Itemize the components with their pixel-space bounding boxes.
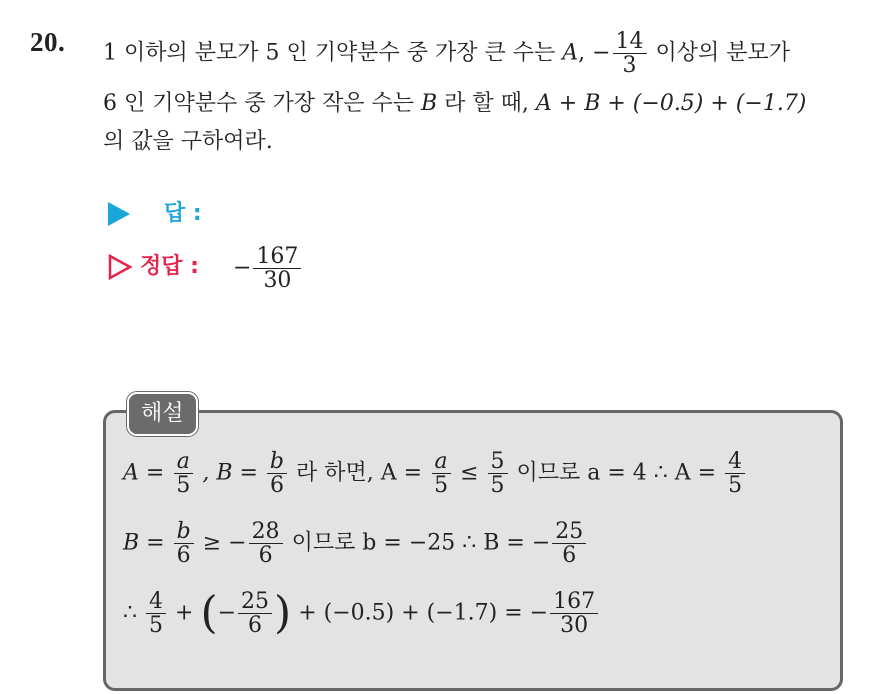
solution-text: 이므로 b = −25 ∴ B = − [291,530,551,556]
question-line-3: 의 값을 구하여라. [103,129,273,154]
fraction-numerator: 4 [146,590,166,614]
solution-text: , B = [202,460,258,486]
variable-a: A [562,40,579,66]
solution-text: ≤ [460,460,479,486]
answer-label: 답 : [164,201,202,226]
fraction-numerator: 28 [249,520,283,544]
fraction-numerator: 167 [253,245,301,269]
fraction-numerator: 5 [488,450,508,474]
fraction-denominator: 30 [263,268,292,294]
left-paren: ( [200,587,218,639]
fraction [238,590,272,637]
correct-answer-row [108,249,199,280]
right-paren: ) [274,587,292,639]
fraction-numerator: b [174,520,194,544]
fraction-denominator: 6 [269,473,284,499]
fraction [552,520,586,567]
fraction-denominator: 5 [728,473,743,499]
solution-text: 라 하면, A = [296,460,423,486]
solution-tag: 해설 [127,392,198,436]
fraction-denominator: 6 [562,543,577,569]
solution-text: ≥ − [202,530,247,556]
correct-answer-value [233,245,303,292]
question-line-1 [103,30,790,77]
solution-row-1 [123,450,747,497]
fraction-denominator: 6 [248,613,263,639]
fraction [488,450,508,497]
minus-sign: − [217,600,237,626]
question-number: 20. [30,27,66,57]
fraction-denominator: 5 [490,473,505,499]
fraction-denominator: 5 [149,613,163,639]
question-text: 이상의 분모가 [655,40,791,66]
fraction-numerator: 167 [550,590,598,614]
expression: A + B + (−0.5) + (−1.7) [535,91,807,116]
fraction-denominator: 6 [258,543,273,569]
fraction-numerator: 14 [613,30,647,54]
fraction-denominator: 5 [176,473,191,499]
fraction-numerator: 25 [238,590,272,614]
therefore-symbol: ∴ [123,600,137,626]
solution-text: + [175,600,194,626]
fraction [146,590,166,637]
fraction-numerator: b [267,450,287,474]
fraction [249,520,283,567]
solution-row-3 [123,587,600,639]
fraction [267,450,287,497]
solution-row-2 [123,520,588,567]
fraction-denominator: 3 [622,53,637,79]
fraction-numerator: 25 [552,520,586,544]
play-outline-icon [108,254,132,280]
fraction [173,450,193,497]
fraction-numerator: a [432,450,451,474]
minus-sign: − [233,255,252,281]
fraction-numerator: 4 [725,450,745,474]
fraction-denominator: 30 [560,613,589,639]
question-text: , − [578,40,611,66]
fraction [613,30,647,77]
question-text: 6 인 기약분수 중 가장 작은 수는 [103,91,414,116]
fraction [431,450,451,497]
play-icon [108,202,130,226]
fraction-numerator: a [174,450,193,474]
fraction [725,450,745,497]
solution-text: A = [123,460,165,486]
solution-text: + (−0.5) + (−1.7) = − [298,600,549,626]
answer-row [108,196,202,227]
solution-text: 이므로 a = 4 ∴ A = [516,460,717,486]
variable-b: B [420,91,438,116]
correct-answer-label: 정답 : [140,254,199,279]
fraction [550,590,598,637]
solution-text: B = [123,530,165,556]
fraction-denominator: 6 [176,543,191,569]
question-text: 1 이하의 분모가 5 인 기약분수 중 가장 큰 수는 [103,40,556,66]
question-text: 라 할 때, [444,91,529,116]
question-line-2 [103,86,806,117]
fraction [253,245,301,292]
fraction-denominator: 5 [434,473,449,499]
fraction [174,520,194,567]
